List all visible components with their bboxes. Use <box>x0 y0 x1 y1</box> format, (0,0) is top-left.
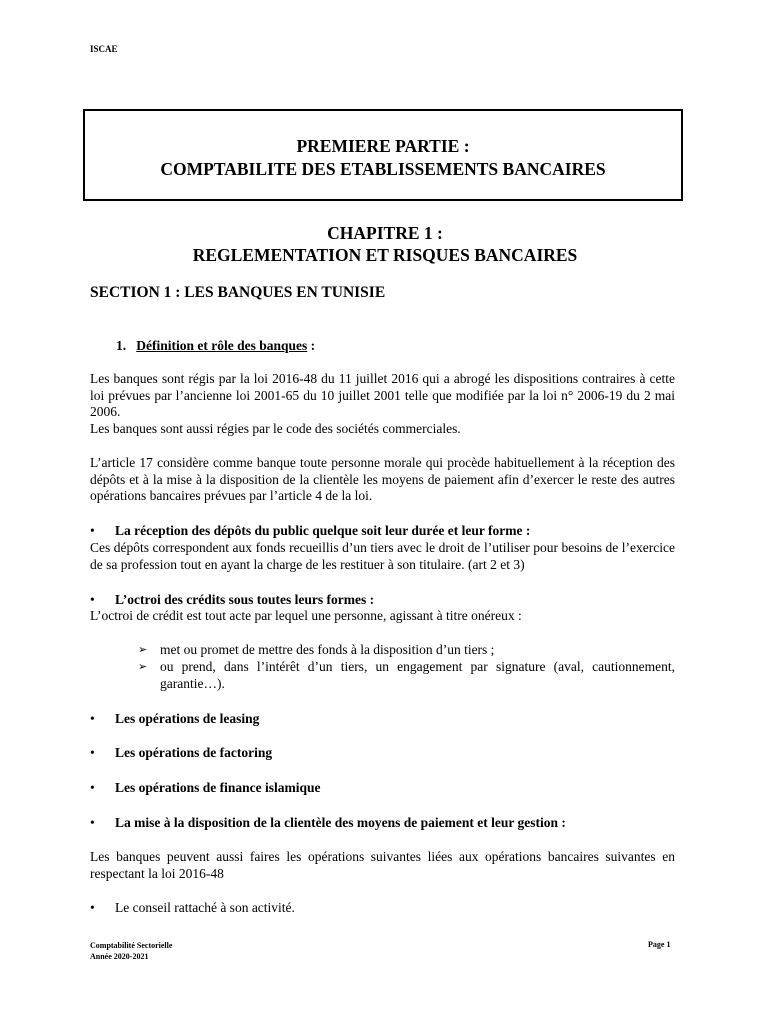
part-title-line1: PREMIERE PARTIE : <box>296 136 470 156</box>
bullet-leasing-text: Les opérations de leasing <box>115 711 260 726</box>
arrow-icon: ➢ <box>138 644 148 656</box>
sub-item-funds-text: met ou promet de mettre des fonds à la disposition d’un tiers ; <box>160 642 495 657</box>
bullet-factoring <box>90 745 675 762</box>
definition-suffix: : <box>307 338 316 353</box>
bullet-icon: • <box>90 780 95 795</box>
footer-year: Année 2020-2021 <box>90 952 149 961</box>
page-number: Page 1 <box>648 940 671 949</box>
bullet-advice <box>90 900 675 917</box>
header-institution: ISCAE <box>90 44 118 54</box>
bullet-icon: • <box>90 745 95 760</box>
sub-item-funds <box>138 642 675 659</box>
bullet-islamic-finance-text: Les opérations de finance islamique <box>115 780 321 795</box>
bullet-deposits-title: La réception des dépôts du public quelque soit leur durée et leur forme : <box>115 523 531 538</box>
footer-info <box>90 940 172 962</box>
bullet-islamic-finance <box>90 780 675 797</box>
paragraph-code: Les banques sont aussi régies par le code des sociétés commerciales. <box>90 420 461 436</box>
paragraph-law: Les banques sont régis par la loi 2016-48 du 11 juillet 2016 qui a abrogé les dispositions contraires à cette loi prévues par l’ancienne loi 2001-65 du 10 juillet 2001 telle que modifiée par la loi n° 2006-19 du 2 mai 2006. <box>90 371 675 419</box>
paragraph-other-operations: Les banques peuvent aussi faires les opérations suivantes liées aux opérations bancaires suivantes en respectant la loi 2016-48 <box>90 849 675 881</box>
part-title-box <box>83 109 683 201</box>
bullet-credits-text: L’octroi de crédit est tout acte par lequel une personne, agissant à titre onéreux : <box>90 608 522 623</box>
arrow-icon: ➢ <box>138 661 148 673</box>
definition-number: 1. <box>116 338 127 353</box>
definition-title: Définition et rôle des banques <box>136 338 308 353</box>
chapter-title-line1: CHAPITRE 1 : <box>327 223 443 243</box>
bullet-icon: • <box>90 523 95 538</box>
sub-item-commitment <box>138 659 675 692</box>
footer-course: Comptabilité Sectorielle <box>90 941 173 950</box>
bullet-factoring-text: Les opérations de factoring <box>115 745 273 760</box>
bullet-icon: • <box>90 711 95 726</box>
bullet-advice-text: Le conseil rattaché à son activité. <box>115 900 295 915</box>
bullet-deposits <box>90 523 675 540</box>
bullet-credits-title: L’octroi des crédits sous toutes leurs formes : <box>115 592 375 607</box>
part-title-line2: COMPTABILITE DES ETABLISSEMENTS BANCAIRES <box>160 159 606 179</box>
definition-heading <box>116 338 315 354</box>
bullet-icon: • <box>90 900 95 915</box>
bullet-leasing <box>90 711 675 728</box>
bullet-icon: • <box>90 815 95 830</box>
bullet-deposits-text: Ces dépôts correspondent aux fonds recueillis d’un tiers avec le droit de l’utiliser pour besoins de l’exercice de sa profession tout en ayant la charge de les restituer à son titulaire. (art 2 et 3) <box>90 540 675 572</box>
bullet-credits <box>90 592 675 609</box>
section-title: SECTION 1 : LES BANQUES EN TUNISIE <box>90 284 386 301</box>
intro-paragraph <box>90 371 675 437</box>
sub-item-commitment-text: ou prend, dans l’intérêt d’un tiers, un engagement par signature (aval, cautionnement, garantie…). <box>160 659 675 691</box>
bullet-payment-means <box>90 815 675 832</box>
chapter-title-line2: REGLEMENTATION ET RISQUES BANCAIRES <box>192 245 578 265</box>
paragraph-article-17: L’article 17 considère comme banque toute personne morale qui procède habituellement à la réception des dépôts et à la mise à la disposition de la clientèle les moyens de paiement afin d’exercer le reste des autres opérations bancaires prévues par l’article 4 de la loi. <box>90 455 675 503</box>
bullet-icon: • <box>90 592 95 607</box>
bullet-payment-means-text: La mise à la disposition de la clientèle des moyens de paiement et leur gestion : <box>115 815 566 830</box>
